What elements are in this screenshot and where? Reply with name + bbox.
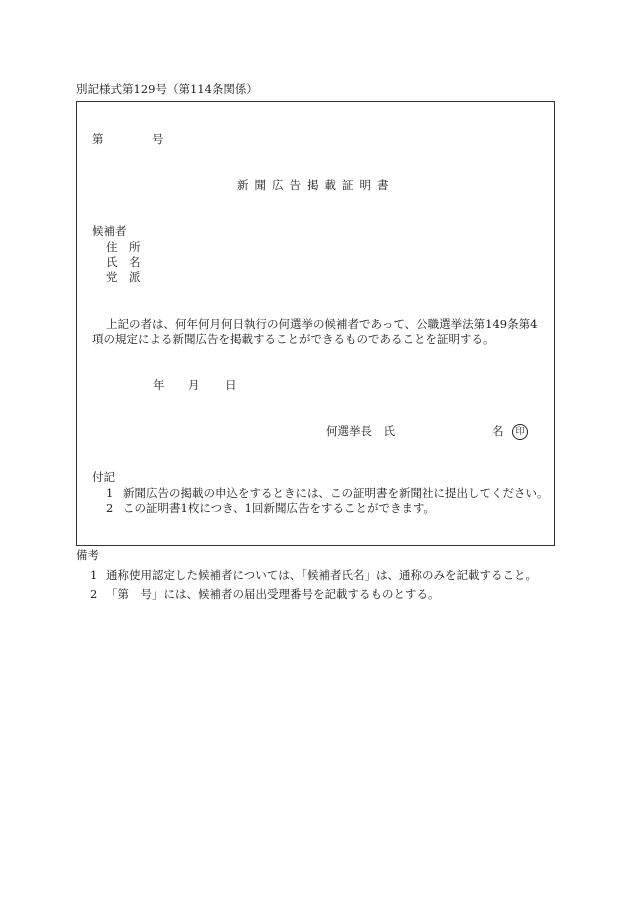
note-1-number: 1	[106, 486, 114, 500]
note-1-text: 新聞広告の掲載の申込をするときには、この証明書を新聞社に提出してください。	[123, 486, 549, 500]
certification-body-line-2: 項の規定による新聞広告を掲載することができるものであることを証明する。	[92, 332, 495, 346]
certificate-number-prefix: 第	[92, 132, 104, 146]
certificate-title: 新聞広告掲載証明書	[237, 178, 395, 192]
form-number-label: 別記様式第129号（第114条関係）	[76, 82, 258, 96]
certificate-number-suffix: 号	[152, 132, 164, 146]
certification-body-line-1: 上記の者は、何年何月何日執行の何選挙の候補者であって、公職選挙法第149条第4	[106, 317, 538, 331]
party-label: 党 派	[106, 270, 141, 284]
note-2-number: 2	[106, 501, 114, 515]
election-official-name-suffix: 名	[492, 424, 504, 438]
date-month: 月	[188, 378, 200, 392]
notes-heading: 付記	[92, 470, 115, 484]
date-day: 日	[225, 378, 237, 392]
date-year: 年	[153, 378, 165, 392]
address-label: 住 所	[106, 240, 141, 254]
remark-2-number: 2	[90, 587, 98, 601]
remark-1-text: 通称使用認定した候補者については、「候補者氏名」は、通称のみを記載すること。	[106, 568, 538, 582]
remarks-heading: 備考	[76, 548, 99, 562]
note-2-text: この証明書1枚につき、1回新聞広告をすることができます。	[123, 501, 436, 515]
remark-1-number: 1	[90, 568, 98, 582]
election-official-title: 何選挙長 氏	[326, 424, 395, 438]
seal-icon: 印	[512, 424, 528, 440]
remark-2-text: 「第 号」には、候補者の届出受理番号を記載するものとする。	[106, 587, 440, 601]
candidate-heading: 候補者	[92, 224, 127, 238]
name-label: 氏 名	[106, 255, 141, 269]
